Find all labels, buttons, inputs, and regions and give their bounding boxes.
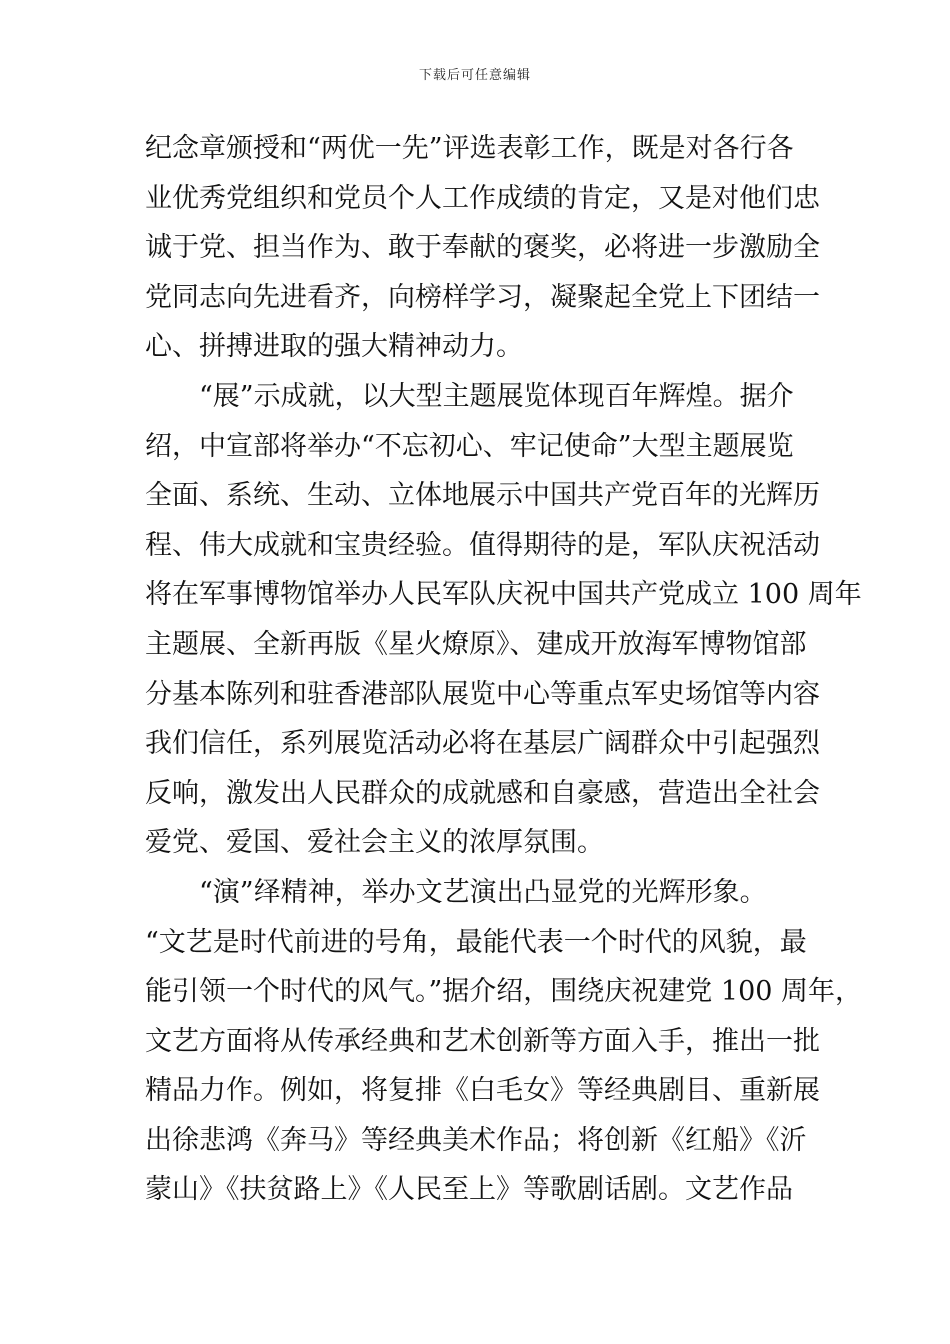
text-line: 出徐悲鸿《奔马》等经典美术作品；将创新《红船》《沂 [145, 1124, 807, 1156]
text-line: 爱党、爱国、爱社会主义的浓厚氛围。 [145, 827, 604, 859]
text-line: 将在军事博物馆举办人民军队庆祝中国共产党成立 100 周年 [145, 579, 862, 611]
text-line: 文艺方面将从传承经典和艺术创新等方面入手，推出一批 [145, 1025, 820, 1057]
text-line: “文艺是时代前进的号角，最能代表一个时代的风貌，最 [145, 926, 807, 958]
text-line: 我们信任，系列展览活动必将在基层广阔群众中引起强烈 [145, 728, 820, 760]
text-line: 主题展、全新再版《星火燎原》、建成开放海军博物馆部 [145, 628, 807, 660]
document-body [145, 124, 863, 1215]
paragraph-start-line: “演”绎精神，举办文艺演出凸显党的光辉形象。 [199, 876, 767, 908]
text-line: 绍，中宣部将举办“不忘初心、牢记使命”大型主题展览 [145, 430, 794, 462]
text-line: 纪念章颁授和“两优一先”评选表彰工作，既是对各行各 [145, 133, 794, 164]
page-header: 下载后可任意编辑 [418, 68, 531, 83]
text-line: 心、拼搏进取的强大精神动力。 [145, 331, 523, 363]
text-line: 党同志向先进看齐，向榜样学习，凝聚起全党上下团结一 [145, 281, 820, 313]
paragraph-start-line: “展”示成就，以大型主题展览体现百年辉煌。据介 [199, 380, 794, 412]
text-line: 全面、系统、生动、立体地展示中国共产党百年的光辉历 [145, 480, 820, 512]
text-line: 程、伟大成就和宝贵经验。值得期待的是，军队庆祝活动 [145, 529, 820, 561]
text-line: 业优秀党组织和党员个人工作成绩的肯定，又是对他们忠 [145, 182, 820, 214]
text-line: 蒙山》《扶贫路上》《人民至上》等歌剧话剧。文艺作品 [145, 1174, 793, 1206]
text-line: 分基本陈列和驻香港部队展览中心等重点军史场馆等内容 [145, 678, 820, 710]
text-line: 精品力作。例如，将复排《白毛女》等经典剧目、重新展 [145, 1075, 820, 1107]
text-line: 反响，激发出人民群众的成就感和自豪感，营造出全社会 [145, 777, 820, 809]
text-line: 诚于党、担当作为、敢于奉献的褒奖，必将进一步激励全 [145, 232, 820, 264]
text-line: 能引领一个时代的风气。”据介绍，围绕庆祝建党 100 周年， [145, 976, 863, 1008]
